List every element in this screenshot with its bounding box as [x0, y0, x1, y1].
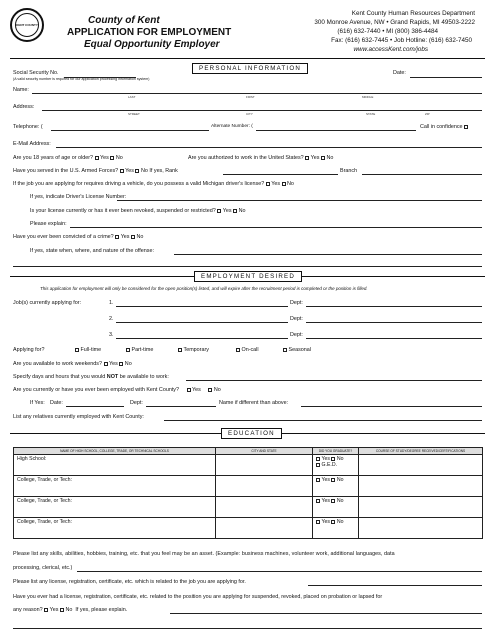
revoked-yes: Yes — [222, 208, 232, 214]
days-hours-label — [13, 374, 169, 380]
license-list-field[interactable] — [308, 585, 482, 586]
q-employed-kent — [13, 387, 221, 393]
c1-no-checkbox[interactable] — [331, 478, 335, 482]
rank-field[interactable] — [223, 174, 338, 175]
seasonal-label: Seasonal — [288, 347, 311, 353]
hr-phones: (616) 632-7440 • MI (800) 386-4484 — [337, 28, 438, 35]
job-field-3[interactable] — [116, 338, 288, 339]
school-cell[interactable]: High School: — [14, 455, 216, 476]
email-label: E-Mail Address: — [13, 141, 51, 147]
name-label: Name: — [13, 87, 29, 93]
seal-text: KENT COUNTY — [16, 23, 38, 27]
grad-cell — [313, 455, 359, 476]
forces-yes-checkbox[interactable] — [120, 169, 124, 173]
date-field[interactable] — [410, 77, 482, 78]
auth-no-checkbox[interactable] — [321, 156, 325, 160]
q-vehicle-text: If the job you are applying for requires driving a vehicle, do you possess a valid Michigan driver's license? — [13, 181, 265, 187]
col-city-state: CITY AND STATE — [216, 448, 313, 455]
grad-cell — [313, 476, 359, 497]
city-cell[interactable] — [216, 476, 313, 497]
q-forces-text: Have you served in the U.S. Armed Forces? — [13, 168, 119, 174]
job-field-1[interactable] — [116, 306, 288, 307]
reason-explain-field[interactable] — [170, 613, 482, 614]
employed-yes-checkbox[interactable] — [187, 388, 191, 392]
hr-fax: Fax: (616) 632-7445 • Job Hotline: (616) 632-7450 — [331, 37, 472, 44]
type-part-time[interactable] — [126, 347, 153, 353]
q-revoked-text: Is your license currently or has it ever been revoked, suspended or restricted? — [30, 208, 216, 214]
if-yes-label: If Yes: — [30, 400, 45, 406]
revoked-yes-checkbox[interactable] — [217, 209, 221, 213]
age-no: No — [115, 155, 123, 161]
address-sub-state: STATE — [366, 112, 376, 116]
q-weekends — [13, 361, 132, 367]
employed-dept-label: Dept: — [130, 400, 143, 406]
weekends-yes-checkbox[interactable] — [104, 362, 108, 366]
hs-yes: Yes — [321, 456, 330, 462]
job-num-2: 2. — [109, 316, 114, 322]
hr-address: 300 Monroe Avenue, NW • Grand Rapids, MI 49503-2222 — [314, 19, 475, 26]
age-no-checkbox[interactable] — [110, 156, 114, 160]
employed-no-checkbox[interactable] — [208, 388, 212, 392]
email-field[interactable] — [56, 147, 482, 148]
full-time-checkbox[interactable] — [75, 348, 79, 352]
rank-label: If yes, Rank — [149, 168, 178, 174]
employed-date-label: Date: — [50, 400, 63, 406]
city-cell[interactable] — [216, 497, 313, 518]
name-sub-first: FIRST — [246, 95, 255, 99]
dept-field-3[interactable] — [306, 338, 482, 339]
seal-inner — [15, 13, 39, 37]
education-row-college-1 — [14, 476, 483, 497]
hr-dept: Kent County Human Resources Department — [351, 10, 475, 17]
school-cell[interactable]: College, Trade, or Tech: — [14, 518, 216, 539]
c2-yes-checkbox[interactable] — [316, 499, 320, 503]
q-weekends-text: Are you available to work weekends? — [13, 361, 102, 367]
full-time-label: Full-time — [80, 347, 102, 353]
part-time-label: Part-time — [131, 347, 154, 353]
section-personal-info: PERSONAL INFORMATION — [192, 63, 308, 74]
employed-kent-text: Are you currently or have you ever been employed with Kent County? — [13, 387, 180, 393]
hs-no: No — [336, 456, 344, 462]
q-revoked — [30, 208, 245, 214]
license-list-label: Please list any license, registration, certificate, etc. which is related to the job you are applying for. — [13, 579, 246, 585]
c2-yes: Yes — [321, 498, 330, 504]
auth-yes-checkbox[interactable] — [305, 156, 309, 160]
address-sub-street: STREET — [128, 112, 140, 116]
job-field-2[interactable] — [116, 322, 288, 323]
age-yes: Yes — [100, 155, 109, 161]
suspended-label: Have you ever had a license, registration, certificate, etc. related to the position you are applying for suspended, revoked, placed on probation or lapsed for — [13, 594, 383, 600]
branch-label: Branch — [340, 168, 358, 174]
school-cell[interactable]: College, Trade, or Tech: — [14, 497, 216, 518]
revoked-no: No — [238, 208, 246, 214]
employed-no: No — [213, 387, 221, 393]
c2-no: No — [336, 498, 344, 504]
forces-no-checkbox[interactable] — [135, 169, 139, 173]
dept-field-1[interactable] — [306, 306, 482, 307]
q-crime — [13, 234, 143, 240]
hr-website[interactable]: www.accessKent.com/jobs — [353, 46, 428, 53]
relatives-label: List any relatives currently employed with Kent County: — [13, 414, 144, 420]
weekends-no: No — [124, 361, 132, 367]
education-row-college-3 — [14, 518, 483, 539]
jobs-label: Job(s) currently applying for: — [13, 300, 82, 306]
crime-yes: Yes — [120, 234, 130, 240]
age-yes-checkbox[interactable] — [95, 156, 99, 160]
reason-yes: Yes — [49, 607, 59, 613]
c3-no-checkbox[interactable] — [331, 520, 335, 524]
crime-state-field[interactable] — [174, 254, 482, 255]
name-sub-last: LAST — [128, 95, 136, 99]
section-employment-desired: EMPLOYMENT DESIRED — [194, 271, 302, 282]
reason-no: No — [65, 607, 73, 613]
dept-label-3: Dept: — [290, 332, 303, 338]
school-cell[interactable]: College, Trade, or Tech: — [14, 476, 216, 497]
c3-yes: Yes — [321, 519, 330, 525]
course-cell[interactable] — [359, 455, 483, 476]
type-on-call[interactable] — [236, 347, 259, 353]
explain-label: Please explain: — [30, 221, 67, 227]
seasonal-checkbox[interactable] — [283, 348, 287, 352]
crime-no: No — [136, 234, 144, 240]
employed-yes: Yes — [192, 387, 201, 393]
auth-yes: Yes — [310, 155, 320, 161]
name-sub-middle: MIDDLE — [362, 95, 374, 99]
part-time-checkbox[interactable] — [126, 348, 130, 352]
alternate-label: Alternate Number: ( — [211, 124, 253, 129]
revoked-no-checkbox[interactable] — [233, 209, 237, 213]
date-label: Date: — [393, 70, 406, 76]
employed-dept-field[interactable] — [146, 406, 216, 407]
employed-date-field[interactable] — [66, 406, 124, 407]
name-diff-label: Name if different than above: — [219, 400, 289, 406]
address-sub-city: CITY — [246, 112, 253, 116]
form-subtitle: Equal Opportunity Employer — [84, 39, 220, 50]
q-crime-text: Have you ever been convicted of a crime? — [13, 234, 114, 240]
form-title: APPLICATION FOR EMPLOYMENT — [67, 27, 232, 38]
address-sub-zip: ZIP — [425, 112, 430, 116]
ssn-note: (A valid security number is required for our application processing information system) — [13, 77, 150, 81]
education-row-high-school — [14, 455, 483, 476]
temporary-label: Temporary — [183, 347, 209, 353]
section-education: EDUCATION — [221, 428, 282, 439]
c1-yes: Yes — [321, 477, 330, 483]
education-row-college-2 — [14, 497, 483, 518]
header-divider — [10, 58, 485, 59]
c3-no: No — [336, 519, 344, 525]
address-field[interactable] — [42, 110, 482, 111]
telephone-field[interactable] — [51, 130, 209, 131]
dept-label-2: Dept: — [290, 316, 303, 322]
q-age-text: Are you 18 years of age or older? — [13, 155, 94, 161]
q-authorized — [188, 155, 333, 161]
days-hours-text: Specify days and hours that you would — [13, 374, 106, 380]
course-cell[interactable] — [359, 518, 483, 539]
telephone-label: Telephone: ( — [13, 124, 43, 130]
grad-cell — [313, 497, 359, 518]
type-full-time[interactable] — [75, 347, 101, 353]
on-call-checkbox[interactable] — [236, 348, 240, 352]
crime-extra-line[interactable] — [13, 266, 482, 267]
vehicle-no-checkbox[interactable] — [282, 182, 286, 186]
vehicle-yes: Yes — [271, 181, 281, 187]
license-field[interactable] — [117, 200, 482, 201]
any-reason-row — [13, 607, 127, 613]
q-age — [13, 155, 123, 161]
city-cell[interactable] — [216, 455, 313, 476]
type-seasonal[interactable] — [283, 347, 311, 353]
forces-yes: Yes — [125, 168, 134, 174]
ged-label: G.E.D. — [321, 462, 338, 468]
q-forces — [13, 168, 178, 174]
county-name: County of Kent — [88, 15, 160, 26]
c1-no: No — [336, 477, 344, 483]
col-graduate: DID YOU GRADUATE? — [313, 448, 359, 455]
not-text: NOT — [106, 374, 119, 380]
vehicle-yes-checkbox[interactable] — [266, 182, 270, 186]
alternate-field[interactable] — [256, 130, 416, 131]
be-available-text: be available to work: — [119, 374, 169, 380]
forces-no: No — [140, 168, 148, 174]
ged-checkbox[interactable] — [316, 463, 320, 467]
skills-label-2: processing, clerical, etc.) — [13, 565, 73, 571]
weekends-yes: Yes — [109, 361, 118, 367]
call-in-confidence[interactable] — [420, 124, 470, 130]
employment-note: This application for employment will only be considered for the open position(s) listed, and will expire after the recruitment period is completed or the position is filled. — [40, 286, 368, 291]
reason-yes-checkbox[interactable] — [44, 608, 48, 612]
auth-no: No — [326, 155, 334, 161]
hs-yes-checkbox[interactable] — [316, 457, 320, 461]
crime-state-label: If yes, state when, where, and nature of the offense: — [30, 248, 154, 254]
crime-yes-checkbox[interactable] — [115, 235, 119, 239]
license-label: If yes, indicate Driver's License Number: — [30, 194, 127, 200]
vehicle-no: No — [287, 181, 294, 187]
on-call-label: On-call — [241, 347, 259, 353]
grad-cell — [313, 518, 359, 539]
job-num-1: 1. — [109, 300, 114, 306]
name-diff-field[interactable] — [301, 406, 482, 407]
c1-yes-checkbox[interactable] — [316, 478, 320, 482]
county-seal — [10, 8, 44, 42]
temporary-checkbox[interactable] — [178, 348, 182, 352]
if-yes-explain: If yes, please explain. — [75, 607, 128, 613]
confidence-checkbox[interactable] — [464, 125, 468, 129]
col-course: COURSE OF STUDY/DEGREE RECEIVED/CERTIFICATIONS — [359, 448, 483, 455]
relatives-field[interactable] — [164, 420, 482, 421]
hs-no-checkbox[interactable] — [331, 457, 335, 461]
branch-field[interactable] — [362, 174, 482, 175]
type-temporary[interactable] — [178, 347, 209, 353]
q-authorized-text: Are you authorized to work in the United States? — [188, 155, 304, 161]
crime-no-checkbox[interactable] — [131, 235, 135, 239]
confidence-label: Call in confidence — [420, 124, 463, 130]
address-label: Address: — [13, 104, 35, 110]
education-header-row — [14, 448, 483, 455]
applying-for-label: Applying for? — [13, 347, 45, 353]
education-table — [13, 447, 483, 539]
weekends-no-checkbox[interactable] — [119, 362, 123, 366]
c2-no-checkbox[interactable] — [331, 499, 335, 503]
c3-yes-checkbox[interactable] — [316, 520, 320, 524]
col-school: NAME OF HIGH SCHOOL, COLLEGE, TRADE, OR TECHNICAL SCHOOLS — [14, 448, 216, 455]
any-reason-text: any reason? — [13, 607, 43, 613]
q-vehicle — [13, 181, 294, 187]
reason-extra-line[interactable] — [13, 628, 482, 629]
days-hours-field[interactable] — [186, 380, 482, 381]
skills-field[interactable] — [77, 571, 482, 572]
course-cell[interactable] — [359, 497, 483, 518]
job-num-3: 3. — [109, 332, 114, 338]
dept-label-1: Dept: — [290, 300, 303, 306]
city-cell[interactable] — [216, 518, 313, 539]
course-cell[interactable] — [359, 476, 483, 497]
explain-field[interactable] — [70, 227, 482, 228]
dept-field-2[interactable] — [306, 322, 482, 323]
ssn-label: Social Security No. — [13, 70, 59, 76]
skills-label: Please list any skills, abilities, hobbies, training, etc. that you feel may be an asset. (Example: business machines, volunteer work, additional languages, data — [13, 551, 395, 557]
name-field[interactable] — [32, 93, 482, 94]
reason-no-checkbox[interactable] — [60, 608, 64, 612]
